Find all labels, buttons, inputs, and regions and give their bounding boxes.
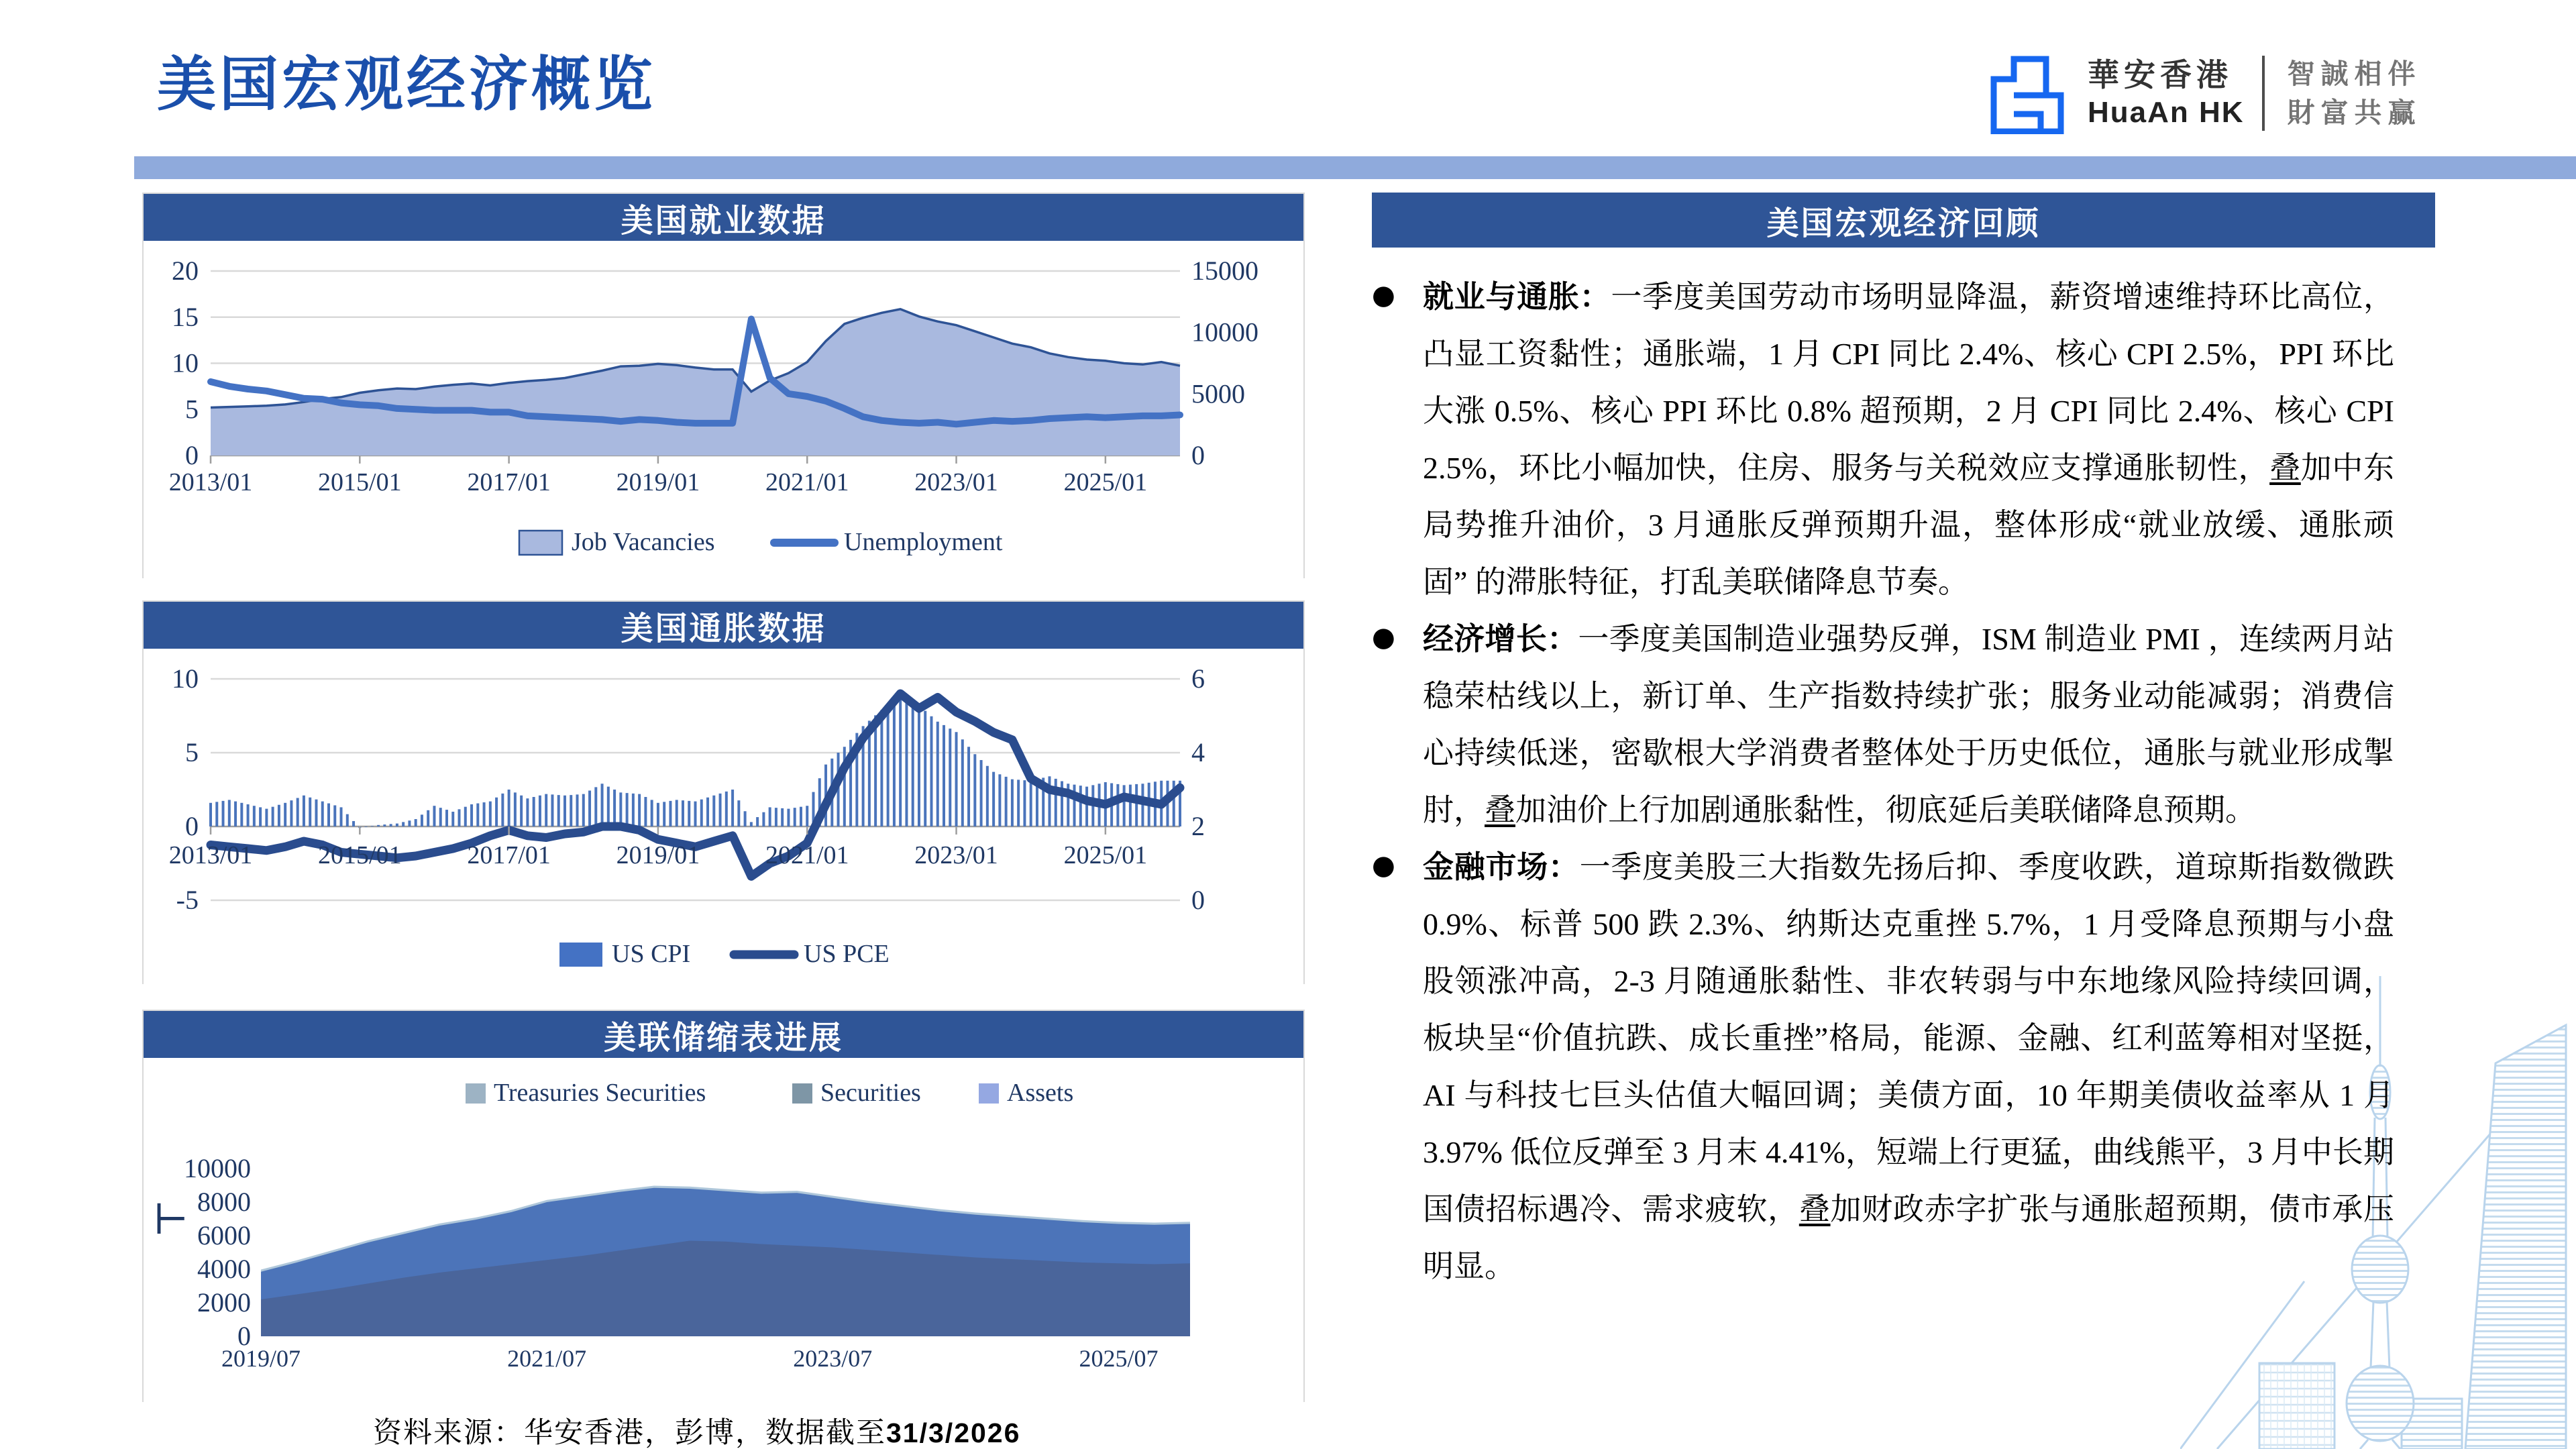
svg-text:Job Vacancies: Job Vacancies [572, 528, 715, 556]
employment-panel-title: 美国就业数据 [144, 194, 1303, 241]
svg-text:2021/01: 2021/01 [765, 468, 849, 496]
svg-text:2021/01: 2021/01 [765, 841, 849, 869]
logo-slogan [2288, 54, 2422, 132]
svg-text:15: 15 [172, 301, 199, 332]
fed-panel-title: 美联储缩表进展 [144, 1011, 1303, 1058]
svg-text:2023/01: 2023/01 [914, 468, 998, 496]
svg-text:0: 0 [1191, 440, 1205, 470]
svg-text:8000: 8000 [197, 1187, 251, 1217]
review-panel-title: 美国宏观经济回顾 [1372, 193, 2435, 248]
svg-text:2025/01: 2025/01 [1063, 468, 1148, 496]
svg-text:2025/01: 2025/01 [1063, 841, 1148, 869]
svg-text:2015/01: 2015/01 [318, 468, 402, 496]
logo-name-cjk: 華安香港 [2088, 57, 2233, 93]
svg-text:⊢: ⊢ [153, 1197, 189, 1243]
svg-text:2023/01: 2023/01 [914, 841, 998, 869]
review-bullet [1372, 268, 2394, 610]
svg-text:Securities: Securities [820, 1079, 921, 1107]
inflation-panel [142, 600, 1305, 984]
svg-text:2025/07: 2025/07 [1079, 1345, 1159, 1372]
review-bullet [1372, 610, 2394, 839]
svg-text:4: 4 [1191, 737, 1205, 767]
bullet-lead: 金融市场： [1423, 850, 1580, 884]
source-note-text: 资料来源：华安香港，彭博，数据截至 [373, 1417, 886, 1449]
logo-divider [2262, 56, 2265, 131]
logo-name [2088, 56, 2245, 131]
svg-text:5: 5 [185, 394, 199, 425]
bullet-text: 一季度美股三大指数先扬后抑、季度收跌，道琼斯指数微跌 0.9%、标普 500 跌 2.3%、纳斯达克重挫 5.7%，1 月受降息预期与小盘股领涨冲高，2-3 月随通胀黏性、非农转弱与中东地缘风险持续回调，板块呈“价值抗跌、成长重挫”格局，能源、金融、红利蓝筹相对坚挺，AI 与科技七巨头估值大幅回调；美债方面，10 年期美债收益率从 1 月 3.97% 低位反弹至 3 月末 4.41%，短端上行更猛，曲线熊平，3 月中长期国债招标遇冷、需求疲软，叠加财政赤字扩张与通胀超预期，债市承压明显。 [1423, 850, 2395, 1283]
bullet-text: 一季度美国劳动市场明显降温，薪资增速维持环比高位，凸显工资黏性；通胀端，1 月 CPI 同比 2.4%、核心 CPI 2.5%，PPI 环比大涨 0.5%、核心 PPI 环比 0.8% 超预期，2 月 CPI 同比 2.4%、核心 CPI 2.5%，环比小幅加快，住房、服务与关税效应支撑通胀韧性，叠加中东局势推升油价，3 月通胀反弹预期升温，整体形成“就业放缓、通胀顽固” 的滞胀特征，打乱美联储降息节奏。 [1423, 280, 2395, 599]
page-title: 美国宏观经济概览 [157, 53, 657, 118]
review-bullet [1372, 839, 2394, 1295]
svg-text:US PCE: US PCE [804, 940, 890, 968]
svg-text:2015/01: 2015/01 [318, 841, 402, 869]
svg-text:10: 10 [172, 663, 199, 694]
svg-text:0: 0 [237, 1321, 251, 1351]
svg-text:-5: -5 [176, 885, 199, 915]
svg-text:2017/01: 2017/01 [467, 468, 551, 496]
fed-balance-sheet-panel [142, 1010, 1305, 1402]
review-bullet-list [1372, 268, 2394, 1295]
svg-text:6: 6 [1191, 663, 1205, 694]
employment-panel [142, 193, 1305, 578]
bullet-icon: ● [1372, 622, 1395, 653]
svg-text:2023/07: 2023/07 [793, 1345, 873, 1372]
svg-text:20: 20 [172, 256, 199, 286]
source-note [373, 1410, 1020, 1449]
bullet-icon: ● [1372, 850, 1395, 881]
svg-text:2019/01: 2019/01 [616, 468, 700, 496]
logo-slogan-line2: 財富共赢 [2287, 97, 2422, 128]
employment-chart [144, 241, 1303, 578]
svg-text:2013/01: 2013/01 [168, 841, 253, 869]
svg-text:Unemployment: Unemployment [844, 528, 1003, 556]
svg-text:6000: 6000 [197, 1220, 251, 1250]
bullet-lead: 就业与通胀： [1423, 280, 1611, 314]
svg-text:2000: 2000 [197, 1287, 251, 1318]
svg-text:0: 0 [1191, 885, 1205, 915]
svg-text:4000: 4000 [197, 1254, 251, 1284]
svg-text:Treasuries Securities: Treasuries Securities [494, 1079, 706, 1107]
svg-text:2013/01: 2013/01 [168, 468, 253, 496]
svg-text:0: 0 [185, 811, 199, 841]
svg-text:5000: 5000 [1191, 378, 1245, 409]
bullet-icon: ● [1372, 280, 1395, 311]
svg-text:0: 0 [185, 440, 199, 470]
svg-text:2019/01: 2019/01 [616, 841, 700, 869]
svg-text:10000: 10000 [184, 1153, 251, 1183]
svg-text:Assets: Assets [1007, 1079, 1074, 1107]
svg-text:15000: 15000 [1191, 256, 1258, 286]
bullet-lead: 经济增长： [1423, 622, 1578, 656]
svg-text:10: 10 [172, 347, 199, 378]
svg-text:US CPI: US CPI [612, 940, 691, 968]
logo-name-latin: HuaAn HK [2088, 96, 2245, 129]
bullet-text: 一季度美国制造业强势反弹，ISM 制造业 PMI ，连续两月站稳荣枯线以上，新订单、生产指数持续扩张；服务业动能减弱；消费信心持续低迷，密歇根大学消费者整体处于历史低位，通胀与就业形成掣肘，叠加油价上行加剧通胀黏性，彻底延后美联储降息预期。 [1423, 622, 2395, 827]
svg-text:2: 2 [1191, 811, 1205, 841]
svg-text:2019/07: 2019/07 [221, 1345, 301, 1372]
fed-balance-sheet-chart [144, 1058, 1303, 1402]
svg-text:10000: 10000 [1191, 317, 1258, 347]
inflation-chart [144, 649, 1303, 984]
title-underline-band [134, 156, 2576, 179]
company-logo [1984, 52, 2422, 134]
logo-slogan-line1: 智誠相伴 [2287, 58, 2422, 89]
svg-text:2017/01: 2017/01 [467, 841, 551, 869]
svg-text:2021/07: 2021/07 [507, 1345, 587, 1372]
huaan-logo-icon [1984, 52, 2069, 134]
source-note-date: 31/3/2026 [886, 1417, 1021, 1448]
inflation-panel-title: 美国通胀数据 [144, 602, 1303, 649]
svg-text:5: 5 [185, 737, 199, 767]
